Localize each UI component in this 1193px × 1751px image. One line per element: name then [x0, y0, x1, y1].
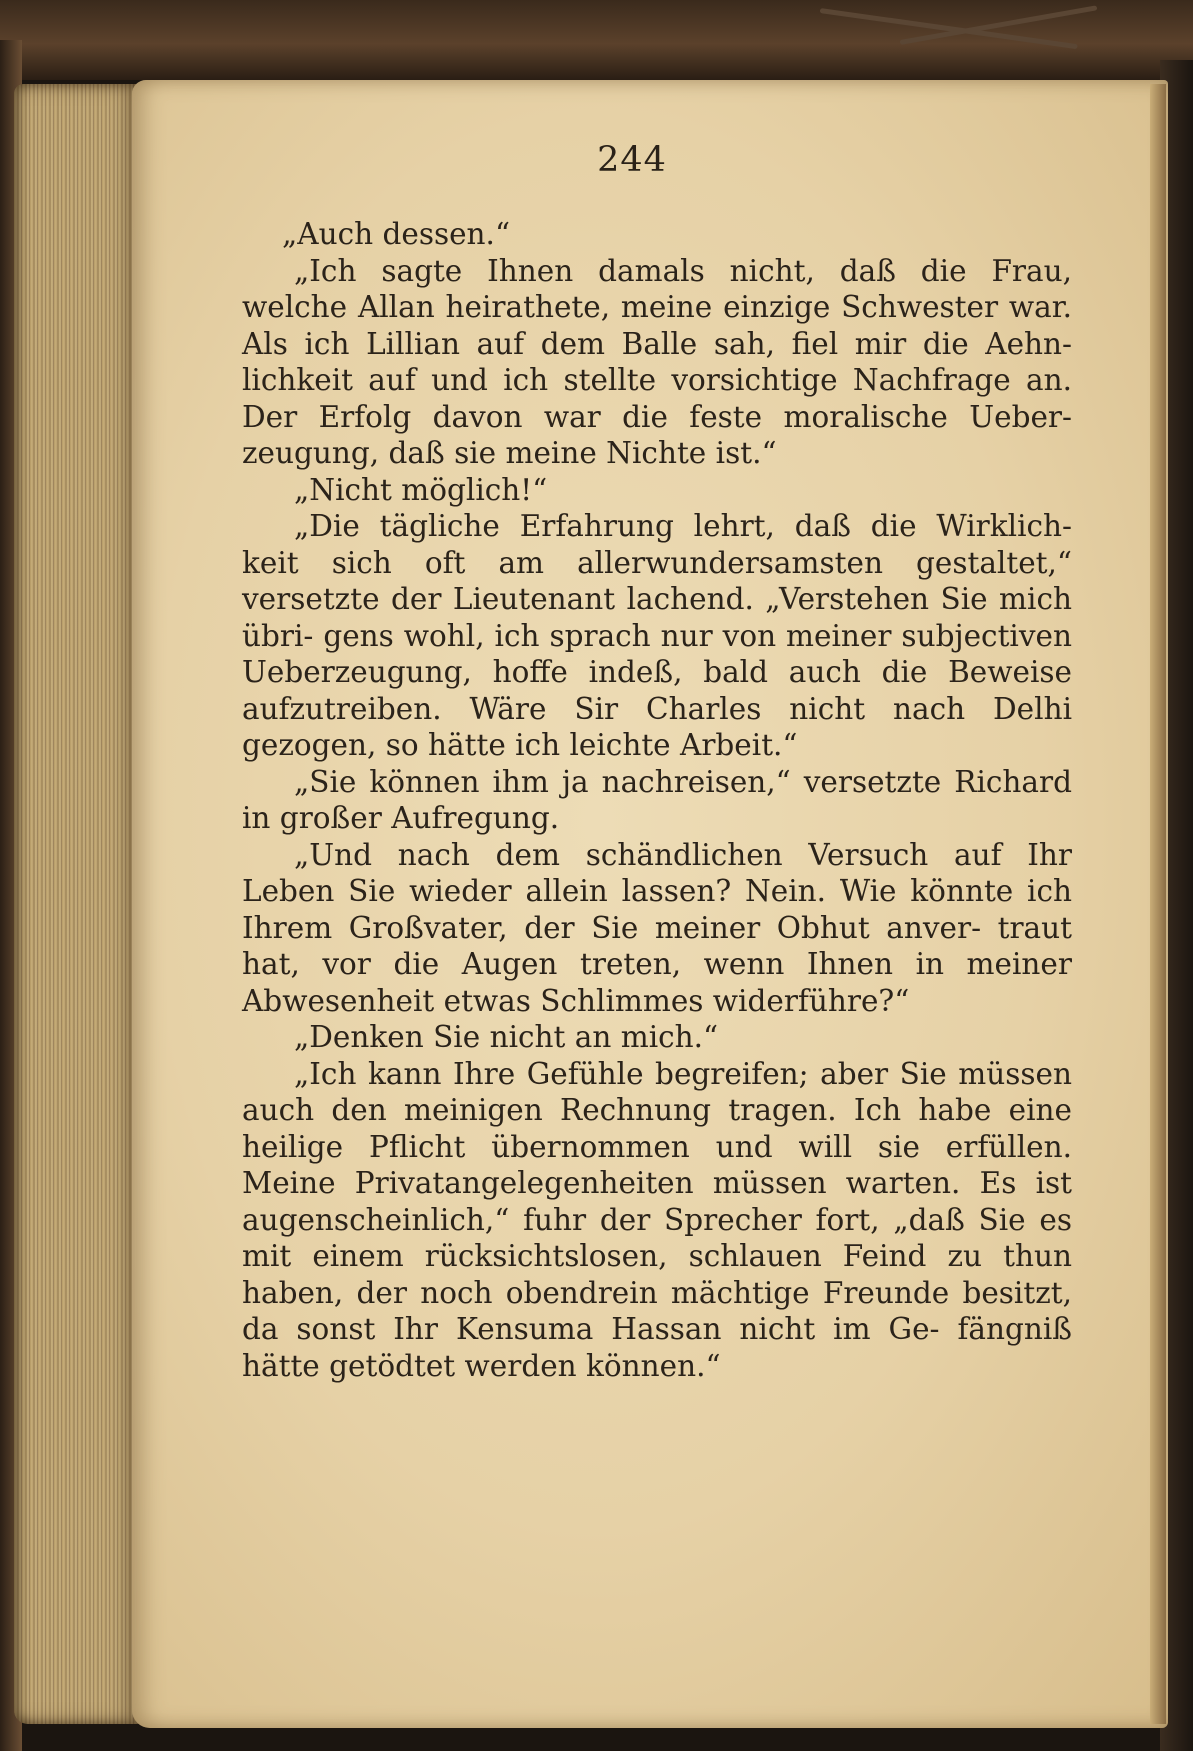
paragraph: „Auch dessen.“: [282, 217, 511, 251]
paragraph: „Sie können ihm ja nachreisen,“ versetzte Richard in großer Aufregung.: [242, 764, 1072, 835]
paragraph: „Die tägliche Erfahrung lehrt, daß die Wirklich- keit sich oft am allerwundersamsten gestaltet,“ versetzte der Lieutenant lachend. „Verstehen Sie mich übri- gens wohl, ich sprach nur von meiner subjectiven Ueberzeugung, hoffe indeß, bald auch die Beweise aufzutreiben. Wäre Sir Charles nicht nach Delhi gezogen, so hätte ich leichte Arbeit.“: [242, 509, 1072, 762]
page-stack-edge: [14, 84, 144, 1724]
paragraph: „Ich sagte Ihnen damals nicht, daß die Frau, welche Allan heirathete, meine einzige Schwester war. Als ich Lillian auf dem Balle sah, fiel mir die Aehn- lichkeit auf und ich stellte vorsichtige Nachfrage an. Der Erfolg davon war die feste moralische Ueber- zeugung, daß sie meine Nichte ist.“: [242, 253, 1072, 470]
paragraph: „Denken Sie nicht an mich.“: [294, 1020, 719, 1054]
paragraph: „Ich kann Ihre Gefühle begreifen; aber Sie müssen auch den meinigen Rechnung tragen. Ich habe eine heilige Pflicht übernommen und will sie erfüllen. Meine Privatangelegenheiten müssen warten. Es ist augenscheinlich,“ fuhr der Sprecher fort, „daß Sie es mit einem rücksichtslosen, schlauen Feind zu thun haben, der noch obendrein mächtige Freunde besitzt, da sonst Ihr Kensuma Hassan nicht im Ge- fängniß hätte getödtet werden können.“: [242, 1056, 1072, 1383]
paragraph: „Nicht möglich!“: [294, 472, 548, 507]
page-text: [242, 216, 1072, 1384]
page-number: 244: [597, 140, 667, 180]
paragraph: „Und nach dem schändlichen Versuch auf Ihr Leben Sie wieder allein lassen? Nein. Wie könnte ich Ihrem Großvater, der Sie meiner Obhut anver- traut hat, vor die Augen treten, wenn Ihnen in meiner Abwesenheit etwas Schlimmes widerführe?“: [242, 837, 1072, 1018]
page-gutter: [1150, 84, 1166, 1724]
